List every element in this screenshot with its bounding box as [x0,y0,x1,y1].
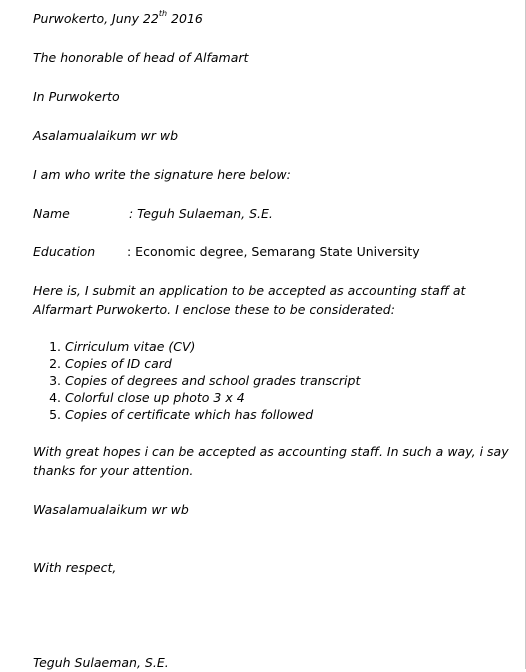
list-item [33,406,360,423]
name-value: : Teguh Sulaeman, S.E. [129,206,273,221]
name-label: Name [33,206,70,221]
list-item-text: Copies of certificate which has followed [64,407,314,422]
education-field [33,242,420,261]
list-item-text: Copies of degrees and school grades transcript [64,373,361,388]
list-item-number: 2. [49,356,61,371]
date-ordinal-suffix: th [158,8,168,18]
list-item-text: Copies of ID card [64,356,172,371]
enclosure-list [33,338,360,423]
closing-paragraph: With great hopes i can be accepted as accounting staff. In such a way, i say thanks for your attention. [33,444,509,478]
place-date [33,9,203,28]
place-date-prefix: Purwokerto, Juny 22 [33,11,159,26]
list-item-number: 4. [49,390,61,405]
list-item [33,355,360,372]
recipient-line-1: The honorable of head of Alfamart [33,50,249,65]
list-item-number: 5. [49,407,61,422]
list-item-text: Cirriculum vitae (CV) [64,339,196,354]
intro-line: I am who write the signature here below: [33,167,291,182]
body-paragraph: Here is, I submit an application to be accepted as accounting staff at Alfarmart Purwokerto. I enclose these to be considerated: [33,283,466,317]
list-item-text: Colorful close up photo 3 x 4 [64,390,245,405]
sign-off: With respect, [33,560,117,575]
education-value: : Economic degree, Semarang State University [127,244,420,259]
list-item [33,338,360,355]
list-item [33,372,360,389]
recipient-line-2: In Purwokerto [33,89,120,104]
name-field [33,204,273,223]
education-label: Education [33,244,96,259]
list-item [33,389,360,406]
greeting: Asalamualaikum wr wb [33,128,179,143]
place-date-year: 2016 [167,11,203,26]
list-item-number: 1. [49,339,61,354]
farewell: Wasalamualaikum wr wb [33,502,189,517]
signature-name: Teguh Sulaeman, S.E. [33,655,169,670]
list-item-number: 3. [49,373,61,388]
